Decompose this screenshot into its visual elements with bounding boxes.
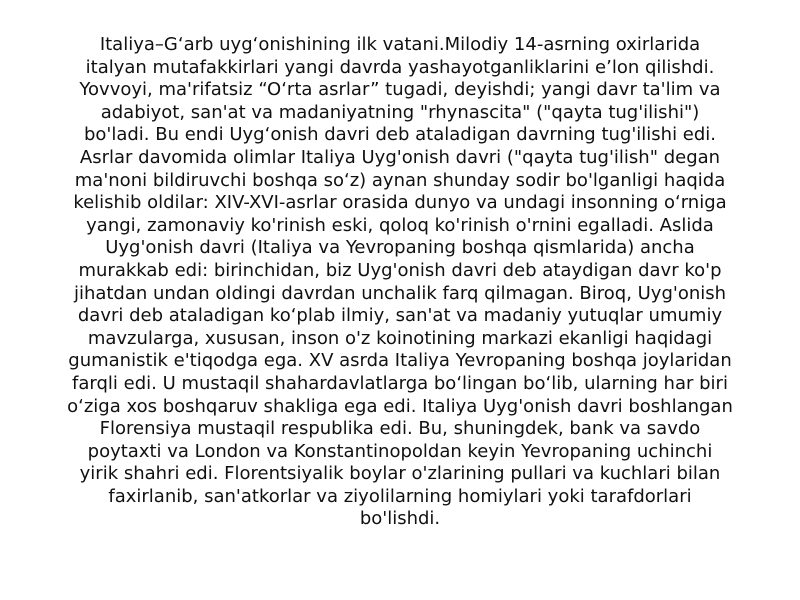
text-line: davri deb ataladigan ko‘plab ilmiy, san'at va madaniy yutuqlar umumiy	[77, 305, 723, 327]
text-line: yirik shahri edi. Florentsiyalik boylar o'zlarining pullari va kuchlari bilan	[79, 463, 721, 485]
text-line: Florensiya mustaqil respublika edi. Bu, shuningdek, bank va savdo	[99, 418, 701, 440]
text-line: murakkab edi: birinchidan, biz Uyg'onish davri deb ataydigan davr ko'p	[78, 259, 722, 281]
text-line: poytaxti va London va Konstantinopoldan keyin Yevropaning uchinchi	[87, 440, 713, 462]
text-line: bo'lishdi.	[359, 508, 441, 530]
text-line: Italiya–G‘arb uyg‘onishining ilk vatani.Milodiy 14-asrning oxirlarida	[99, 34, 701, 55]
body-text	[40, 34, 760, 531]
text-line: o‘ziga xos boshqaruv shakliga ega edi. Italiya Uyg'onish davri boshlangan	[67, 395, 733, 417]
text-line: yangi, zamonaviy ko'rinish eski, qoloq ko'rinish o'rnini egalladi. Aslida	[86, 214, 714, 236]
text-line: farqli edi. U mustaqil shahardavlatlarga bo‘lingan bo‘lib, ularning har biri	[72, 372, 728, 394]
text-line: Yovvoyi, ma'rifatsiz “O‘rta asrlar” tugadi, deyishdi; yangi davr ta'lim va	[79, 79, 721, 101]
text-line: bo'ladi. Bu endi Uyg‘onish davri deb ataladigan davrning tug'ilishi edi.	[83, 124, 717, 146]
text-line: kelishib oldilar: XIV-XVI-asrlar orasida dunyo va undagi insonning o‘rniga	[73, 192, 727, 214]
text-line: mavzularga, xususan, inson o'z koinotining markazi ekanligi haqidagi	[87, 327, 713, 349]
text-line: ma'noni bildiruvchi boshqa so‘z) aynan shunday sodir bo'lganligi haqida	[74, 169, 726, 191]
text-line: italyan mutafakkirlari yangi davrda yashayotganliklarini e’lon qilishdi.	[85, 56, 715, 78]
text-line: Asrlar davomida olimlar Italiya Uyg'onish davri ("qayta tug'ilish" degan	[79, 146, 721, 168]
text-line: jihatdan undan oldingi davrdan unchalik farq qilmagan. Biroq, Uyg'onish	[73, 282, 727, 304]
text-line: Uyg'onish davri (Italiya va Yevropaning boshqa qismlarida) ancha	[105, 237, 695, 259]
text-line: faxirlanib, san'atkorlar va ziyolilarning homiylari yoki tarafdorlari	[108, 485, 692, 507]
text-line: adabiyot, san'at va madaniyatning "rhynascita" ("qayta tug'ilishi")	[100, 101, 700, 123]
text-line: gumanistik e'tiqodga ega. XV asrda Italiya Yevropaning boshqa joylaridan	[68, 350, 732, 372]
